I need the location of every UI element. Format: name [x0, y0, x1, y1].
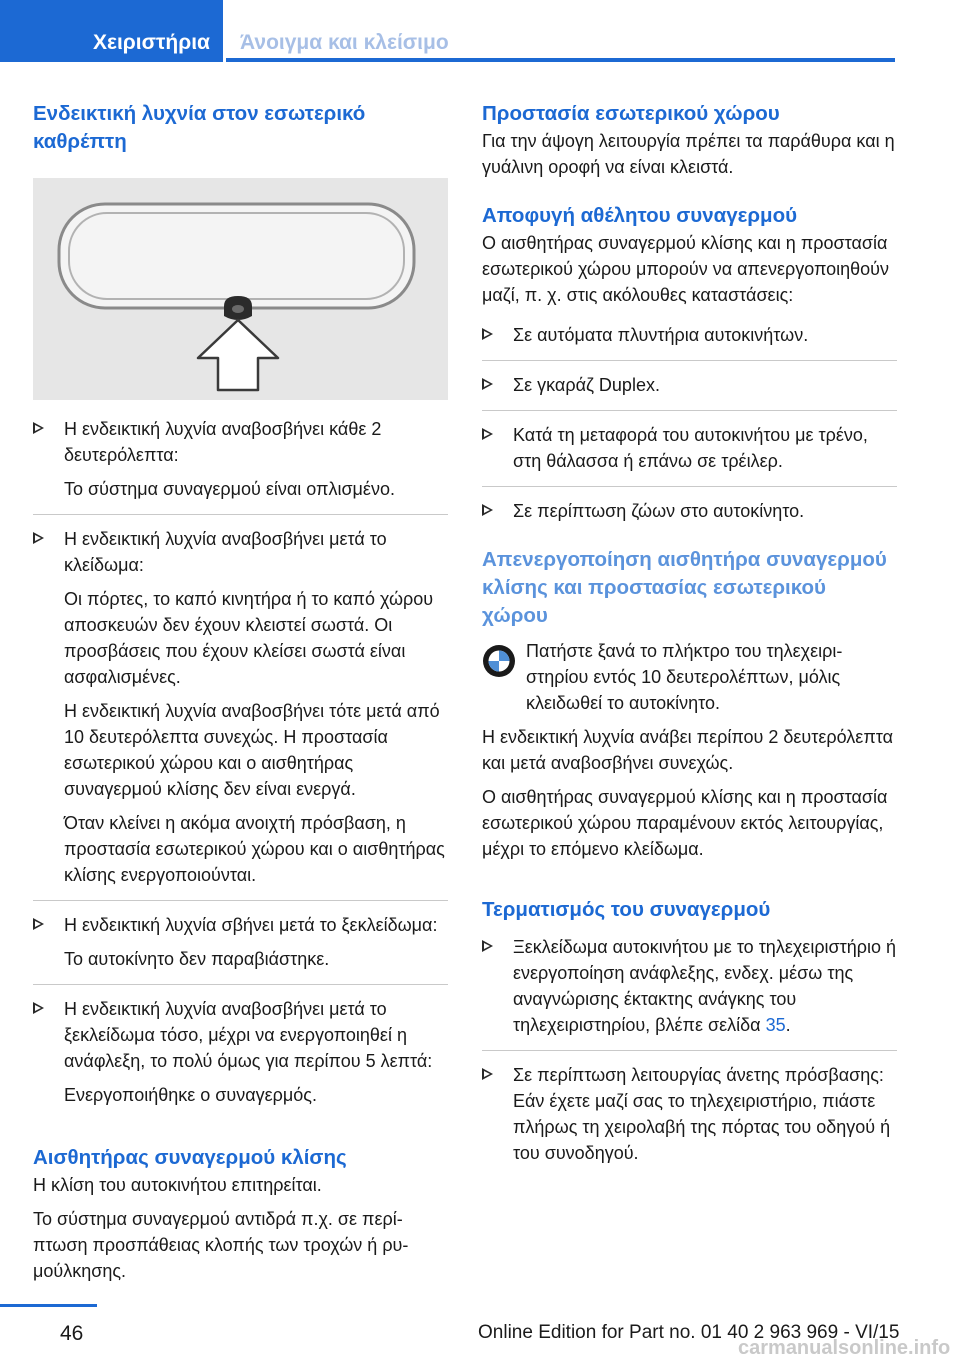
triangle-bullet-icon — [482, 940, 493, 952]
indicator-list — [33, 416, 448, 1108]
list-item — [482, 498, 897, 524]
tilt-paragraph-2: Το σύστημα συναγερμού αντιδρά π.χ. σε περίπτωση προσπάθειας κλοπής των τροχών ή ρυμούλκησης. — [33, 1209, 409, 1281]
list-item — [482, 322, 897, 361]
list-item — [33, 416, 448, 515]
list-item — [482, 1062, 897, 1166]
deactivate-paragraph-2: Η ενδεικτική λυχνία ανάβει περίπου 2 δευτερόλεπτα και μετά αναβοσβήνει συνεχώς. — [482, 727, 893, 773]
end-alarm-list — [482, 934, 897, 1166]
triangle-bullet-icon — [482, 504, 493, 516]
list-item-text: Σε περίπτωση λειτουργίας άνετης πρόσβασης: Εάν έχετε μαζί σας το τηλεχειριστήριο, πιάστε πλήρως τη χειρολαβή της πόρτας του οδηγού ή του συνοδηγού. — [513, 1065, 891, 1163]
bmw-logo-icon — [482, 644, 516, 678]
list-item — [33, 912, 448, 985]
heading-end-alarm: Τερματισμός του συναγερμού — [482, 898, 771, 921]
footer-rule — [0, 1304, 97, 1307]
list-item-detail: Το σύστημα συναγερμού είναι οπλισμένο. — [64, 479, 395, 499]
list-item — [33, 996, 448, 1108]
heading-deactivate-sensors: Απενεργοποίηση αισθητήρα συναγερμού κλίσης και προστασίας εσωτερικού χώρου — [482, 548, 887, 627]
list-item-text: Σε περίπτωση ζώων στο αυτοκίνητο. — [513, 501, 805, 521]
triangle-bullet-icon — [33, 532, 44, 544]
list-item-text: Η ενδεικτική λυχνία αναβοσβήνει μετά το κλείδωμα: — [64, 529, 387, 575]
tab-opening-closing[interactable]: Άνοιγμα και κλείσιμο — [240, 31, 449, 54]
deactivate-paragraph-3: Ο αισθητήρας συναγερμού κλίσης και η προστασία εσωτερικού χώρου παραμένουν εκτός λειτουργίας, μέχρι το επόμενο κλείδωμα. — [482, 787, 888, 859]
list-item-detail: Ενεργοποιήθηκε ο συναγερμός. — [64, 1085, 317, 1105]
rearview-mirror-icon — [33, 178, 448, 400]
triangle-bullet-icon — [482, 1068, 493, 1080]
list-item-text-body: Ξεκλείδωμα αυτοκινήτου με το τηλεχειριστήριο ή ενεργοποίηση ανάφλεξης, ενδεχ. μέσω της αναγνώρισης έκτακτης ανάγκης του τηλεχειριστηρίου, βλέπε σελίδα — [513, 937, 897, 1035]
triangle-bullet-icon — [482, 328, 493, 340]
avoid-paragraph: Ο αισθητήρας συναγερμού κλίσης και η προστασία εσωτερικού χώρου μπορούν να απενεργοποιηθούν μαζί, π. χ. στις ακόλουθες καταστάσεις: — [482, 233, 890, 305]
triangle-bullet-icon — [482, 428, 493, 440]
interior-paragraph: Για την άψογη λειτουργία πρέπει τα παράθυρα και η γυάλινη οροφή να είναι κλειστά. — [482, 131, 895, 177]
list-item-detail: Οι πόρτες, το καπό κινητήρα ή το καπό χώρου αποσκευών δεν έχουν κλειστεί σωστά. Οι προσβάσεις που έχουν κλείσει σωστά είναι ασφαλισμένες. — [64, 589, 434, 687]
triangle-bullet-icon — [33, 1002, 44, 1014]
heading-tilt-sensor: Αισθητήρας συναγερμού κλίσης — [33, 1146, 347, 1169]
list-item-text: Σε γκαράζ Duplex. — [513, 375, 660, 395]
list-item-detail: Η ενδεικτική λυχνία αναβοσβήνει τότε μετά από 10 δευτερόλεπτα συνεχώς. Η προστασία εσωτερικού χώρου και ο αισθητήρας συναγερμού κλίσης δεν είναι ενεργά. — [64, 701, 440, 799]
watermark: carmanualsonline.info — [738, 1337, 951, 1359]
heading-interior-protection: Προστασία εσωτερικού χώρου — [482, 102, 780, 125]
list-item-text-end: . — [785, 1015, 791, 1035]
triangle-bullet-icon — [33, 918, 44, 930]
heading-mirror-indicator: Ενδεικτική λυχνία στον εσωτερικό καθρέπτη — [33, 102, 366, 153]
tab-controls[interactable]: Χειριστήρια — [0, 0, 223, 62]
list-item — [33, 526, 448, 901]
page-link[interactable]: 35 — [765, 1015, 786, 1035]
list-item-text — [513, 934, 897, 1038]
remote-key-note — [482, 638, 897, 716]
header-bar — [0, 0, 895, 62]
triangle-bullet-icon — [482, 378, 493, 390]
list-item-text: Κατά τη μεταφορά του αυτοκινήτου με τρένο, στη θάλασσα ή επάνω σε τρέιλερ. — [513, 425, 868, 471]
mirror-illustration — [33, 178, 448, 400]
triangle-bullet-icon — [33, 422, 44, 434]
avoid-list — [482, 322, 897, 524]
heading-avoid-false-alarm: Αποφυγή αθέλητου συναγερμού — [482, 204, 798, 227]
page-number: 46 — [60, 1322, 84, 1345]
edition-info: Online Edition for Part no. 01 40 2 963 969 - VI/15 — [478, 1322, 900, 1343]
list-item-text: Η ενδεικτική λυχνία αναβοσβήνει κάθε 2 δευτερόλεπτα: — [64, 419, 382, 465]
left-column — [33, 100, 448, 1284]
list-item — [482, 372, 897, 411]
list-item-text: Η ενδεικτική λυχνία αναβοσβήνει μετά το ξεκλείδωμα τόσο, μέχρι να ενεργοποιηθεί η ανάφλεξη, το πολύ όμως για περίπου 5 λεπτά: — [64, 999, 433, 1071]
header-underline — [226, 58, 895, 62]
right-column — [482, 100, 897, 1177]
tilt-paragraph-1: Η κλίση του αυτοκινήτου επιτηρείται. — [33, 1175, 322, 1195]
list-item-text: Σε αυτόματα πλυντήρια αυτοκινήτων. — [513, 325, 809, 345]
list-item-detail: Το αυτοκίνητο δεν παραβιάστηκε. — [64, 949, 330, 969]
deactivate-paragraph-1: Πατήστε ξανά το πλήκτρο του τηλεχειριστηρίου εντός 10 δευτερολέπτων, μόλις κλειδωθεί το αυτοκίνητο. — [526, 641, 843, 713]
list-item — [482, 934, 897, 1051]
list-item-text: Η ενδεικτική λυχνία σβήνει μετά το ξεκλείδωμα: — [64, 915, 438, 935]
list-item — [482, 422, 897, 487]
list-item-detail: Όταν κλείνει η ακόμα ανοιχτή πρόσβαση, η προστασία εσωτερικού χώρου και ο αισθητήρας κλίσης ενεργοποιούνται. — [64, 813, 445, 885]
